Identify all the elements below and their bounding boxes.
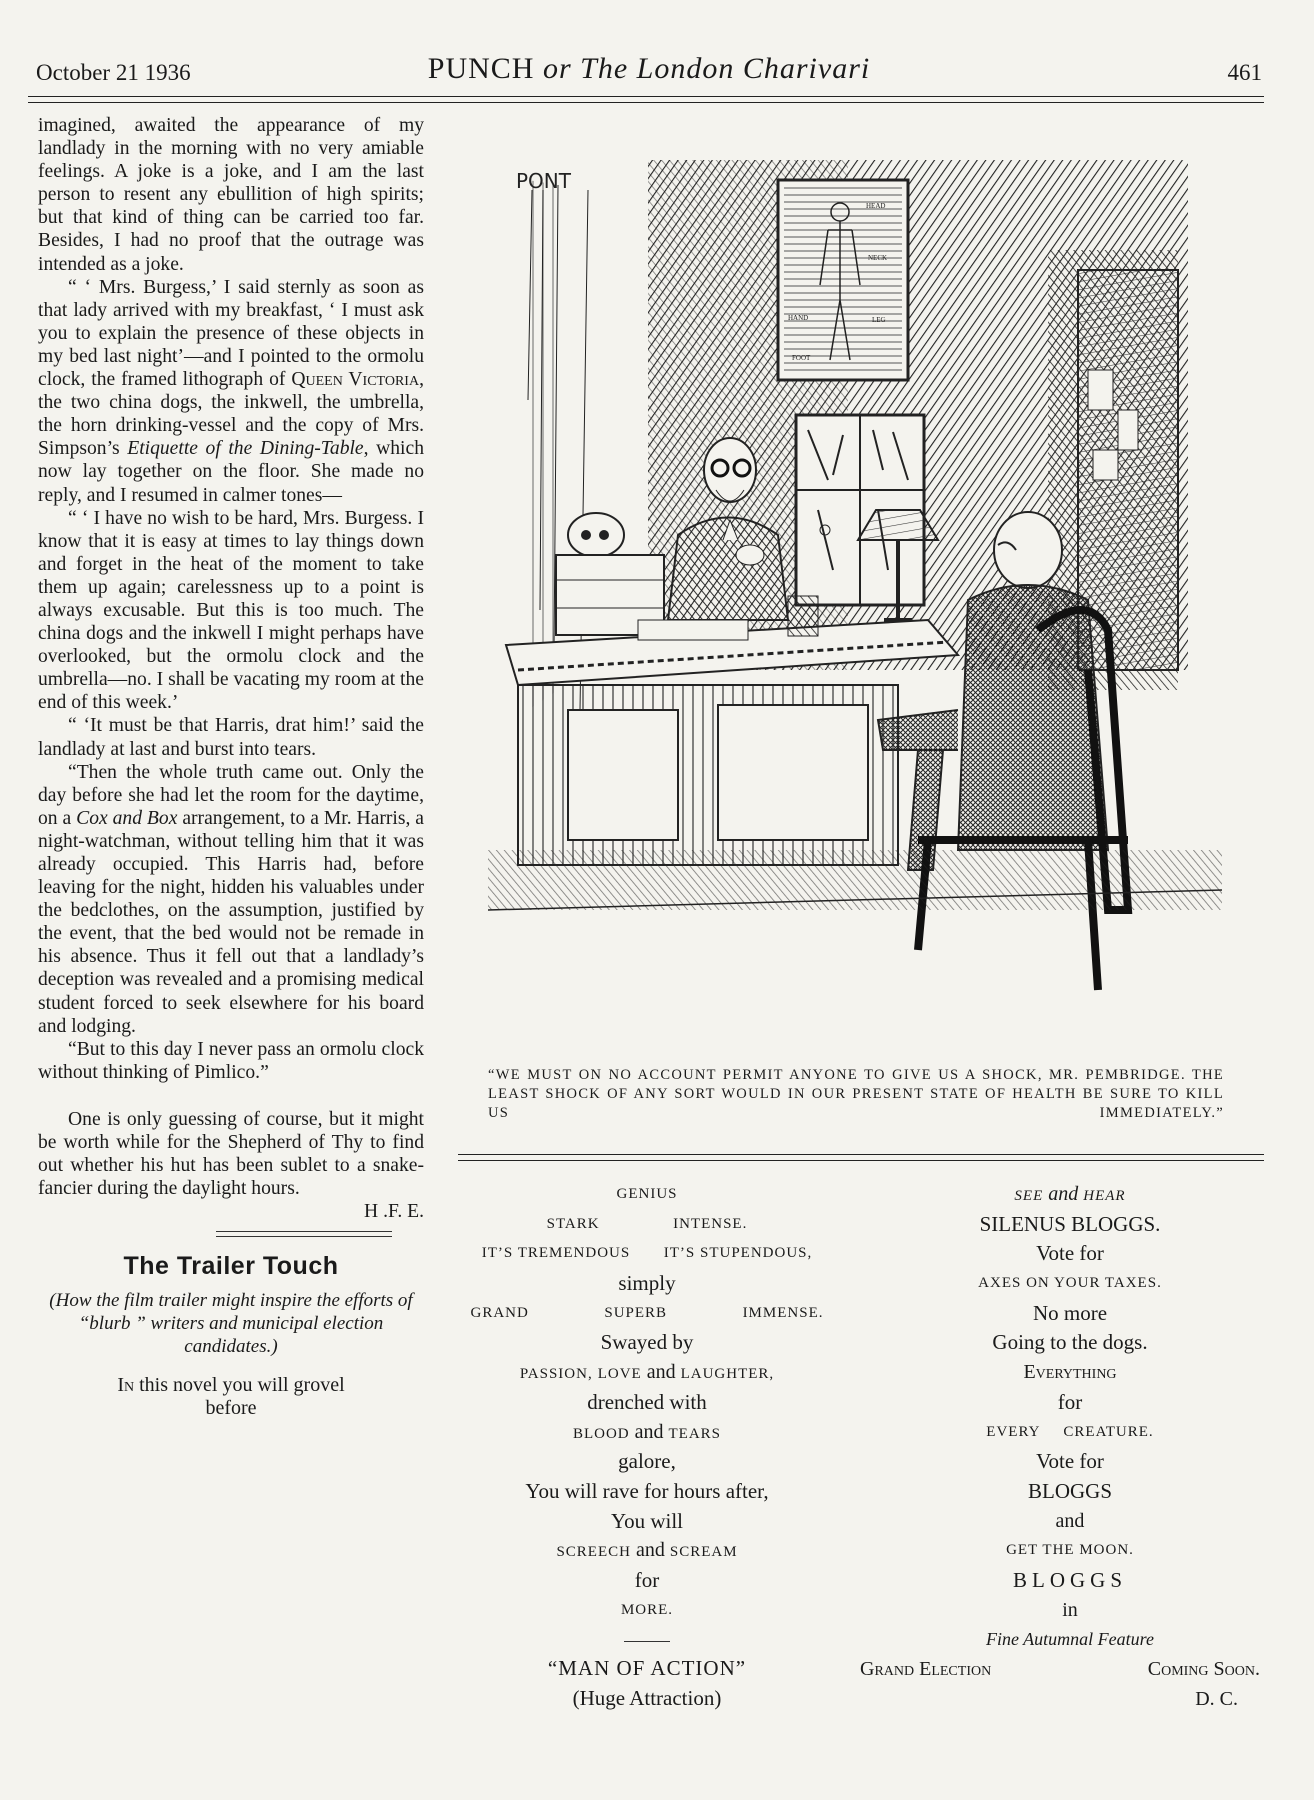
novel-line-11: You will rave for hours after, bbox=[525, 1478, 769, 1503]
election-line-12: and bbox=[1055, 1509, 1085, 1532]
election-coming-soon: Coming Soon. bbox=[1147, 1658, 1260, 1680]
novel-line-8: drenched with bbox=[587, 1389, 707, 1414]
election-line-10: Vote for bbox=[1036, 1449, 1104, 1474]
novel-divider bbox=[624, 1641, 670, 1642]
chart-label-hand: HAND bbox=[788, 314, 809, 322]
paragraph-4: “ ‘It must be that Harris, drat him!’ said the landlady at last and burst into tears. bbox=[38, 715, 424, 760]
novel-line-1: GENIUS bbox=[616, 1186, 678, 1202]
paragraph-5-b: arrangement, to a Mr. Harris, a night-watchman, without telling him that it was already occupied. This Harris had, before leaving for the night, hidden his valuables under the bedclothes, on the assumption, justified by the event, that the bed would not be remade in his absence. Thus it fell out that a landlady’s deception was revealed and a promising medical student forced to seek elsewhere for his board and lodging. bbox=[38, 807, 424, 1037]
novel-love: LOVE bbox=[597, 1366, 642, 1383]
novel-passion: PASSION, bbox=[519, 1366, 593, 1383]
author-signature: H .F. E. bbox=[364, 1201, 424, 1223]
section-title: The Trailer Touch bbox=[123, 1252, 339, 1281]
anatomy-chart bbox=[778, 180, 908, 380]
novel-and-1: and bbox=[646, 1361, 676, 1384]
paragraph-2-b: , the two china dogs, the inkwell, the umbrella, the horn drinking-vessel and the copy of Mrs. Simpson’s bbox=[38, 369, 424, 460]
novel-superb: SUPERB bbox=[604, 1304, 668, 1321]
queen-victoria: Queen Victoria bbox=[291, 369, 420, 391]
novel-laughter: LAUGHTER, bbox=[680, 1366, 775, 1383]
novel-line-13 bbox=[446, 1536, 848, 1566]
novel-stupendous: IT’S STUPENDOUS, bbox=[663, 1245, 813, 1262]
election-line-2: SILENUS BLOGGS. bbox=[979, 1211, 1161, 1236]
election-grand: Grand Election bbox=[860, 1658, 992, 1680]
election-line-5: No more bbox=[1032, 1300, 1108, 1325]
trailer-opening bbox=[38, 1374, 424, 1420]
issue-date: October 21 1936 bbox=[36, 60, 191, 85]
title-or: or bbox=[542, 52, 572, 85]
cartoon-caption: “WE MUST ON NO ACCOUNT PERMIT ANYONE TO GIVE US A SHOCK, MR. PEMBRIDGE. THE LEAST SHOCK OF ANY SORT WOULD IN OUR PRESENT STATE OF HEALTH BE SURE TO KILL US IMMEDIATELY.” bbox=[488, 1067, 1224, 1121]
election-creature: CREATURE. bbox=[1063, 1423, 1154, 1440]
novel-and-2: and bbox=[634, 1420, 664, 1443]
election-every: EVERY bbox=[986, 1423, 1040, 1440]
novel-stark: STARK bbox=[546, 1215, 600, 1232]
paragraph-2 bbox=[38, 276, 424, 507]
paragraph-5 bbox=[38, 761, 424, 1038]
novel-and-3: and bbox=[635, 1539, 665, 1562]
novel-tears: TEARS bbox=[668, 1425, 722, 1442]
novel-screech: SCREECH bbox=[556, 1544, 631, 1561]
novel-line-17: (Huge Attraction) bbox=[572, 1686, 722, 1710]
election-line-9 bbox=[890, 1418, 1250, 1448]
novel-blood: BLOOD bbox=[572, 1425, 630, 1442]
paragraph-2-a: “ ‘ Mrs. Burgess,’ I said sternly as soon as that lady arrived with my breakfast, ‘ I must ask you to explain the presence of these objects in my bed last night’—and I pointed to the ormolu clock, the framed lithograph of bbox=[38, 276, 424, 391]
novel-line-5 bbox=[446, 1299, 848, 1329]
novel-line-6: Swayed by bbox=[600, 1330, 694, 1355]
election-hear: HEAR bbox=[1083, 1188, 1126, 1204]
novel-line-15: MORE. bbox=[620, 1601, 674, 1618]
election-line-6: Going to the dogs. bbox=[992, 1330, 1148, 1355]
election-see: SEE bbox=[1014, 1188, 1044, 1204]
novel-grand: GRAND bbox=[470, 1304, 529, 1321]
trailer-opening-line2: before bbox=[205, 1396, 257, 1419]
election-line-1 bbox=[890, 1180, 1250, 1210]
title-main: PUNCH bbox=[427, 52, 535, 85]
novel-line-10: galore, bbox=[618, 1449, 676, 1474]
chart-label-neck: NECK bbox=[868, 254, 888, 262]
election-line-13: GET THE MOON. bbox=[1006, 1542, 1134, 1559]
novel-line-3 bbox=[446, 1239, 848, 1269]
novel-scream: SCREAM bbox=[669, 1544, 738, 1561]
floor bbox=[488, 850, 1222, 910]
chart-label-foot: FOOT bbox=[792, 354, 811, 362]
novel-line-16: “MAN OF ACTION” bbox=[547, 1656, 747, 1681]
election-line-11: BLOGGS bbox=[1027, 1478, 1112, 1503]
novel-intense: INTENSE. bbox=[673, 1215, 748, 1232]
paragraph-2-c: , which now lay together on the floor. She made no reply, and I resumed in calmer tones— bbox=[38, 438, 424, 506]
novel-line-7 bbox=[446, 1358, 848, 1388]
novel-line-2 bbox=[446, 1210, 848, 1240]
artist-signature: PONT bbox=[516, 169, 571, 193]
cartoon-illustration bbox=[488, 150, 1222, 1024]
election-line-17 bbox=[860, 1655, 1260, 1685]
novel-tremendous: IT’S TREMENDOUS bbox=[481, 1245, 631, 1262]
paragraph-1: imagined, awaited the appearance of my landlady in the morning with no very amiable feelings. A joke is a joke, and I am the last person to resent any ebullition of high spirits; but that kind of thing can be carried too far. Besides, I had no proof that the outrage was intended as a joke. bbox=[38, 115, 424, 275]
trailer-opening-rest: this novel you will grovel bbox=[134, 1373, 345, 1396]
page-number: 461 bbox=[1227, 60, 1262, 85]
chart-label-leg: LEG bbox=[872, 316, 886, 324]
cox-and-box: Cox and Box bbox=[76, 807, 178, 829]
left-column bbox=[38, 114, 424, 1420]
section-divider bbox=[216, 1231, 392, 1237]
chart-label-head: HEAD bbox=[866, 202, 886, 210]
election-line-15: in bbox=[1062, 1598, 1078, 1621]
election-line-8: for bbox=[1057, 1389, 1083, 1414]
magazine-title bbox=[36, 52, 1262, 86]
election-line-7: Everything bbox=[1023, 1361, 1117, 1384]
paragraph-7: One is only guessing of course, but it might be worth while for the Shepherd of Thy to find out whether his hut has been sublet to a snake-fancier during the daylight hours. bbox=[38, 1108, 424, 1200]
paragraph-6: “But to this day I never pass an ormolu clock without thinking of Pimlico.” bbox=[38, 1038, 424, 1083]
paragraph-3: “ ‘ I have no wish to be hard, Mrs. Burgess. I know that it is easy at times to lay things down and forget in the heat of the moment to take them up again; carelessness up to a point is always excusable. But this is too much. The china dogs and the inkwell I might perhaps have overlooked, but the ormolu clock and the umbrella—no. I shall be vacating my room at the end of this week.’ bbox=[38, 507, 424, 714]
election-line-3: Vote for bbox=[1036, 1241, 1104, 1266]
page-header bbox=[36, 52, 1262, 92]
election-line-18: D. C. bbox=[1195, 1687, 1238, 1710]
section-subtitle: (How the film trailer might inspire the efforts of “blurb ” writers and municipal election candidates.) bbox=[49, 1289, 413, 1357]
novel-immense: IMMENSE. bbox=[742, 1304, 824, 1321]
trailer-novel bbox=[446, 1180, 848, 1714]
election-and-1: and bbox=[1048, 1183, 1079, 1205]
novel-line-14: for bbox=[634, 1567, 660, 1592]
election-line-16: Fine Autumnal Feature bbox=[986, 1629, 1154, 1650]
election-line-4: AXES ON YOUR TAXES. bbox=[978, 1275, 1162, 1292]
trailer-opening-in: In bbox=[117, 1373, 135, 1396]
header-rule bbox=[28, 96, 1264, 103]
novel-line-9 bbox=[446, 1418, 848, 1448]
election-line-14: BLOGGS bbox=[1012, 1567, 1127, 1592]
novel-line-4: simply bbox=[618, 1271, 676, 1296]
caption-rule bbox=[458, 1154, 1264, 1161]
trailer-election bbox=[860, 1180, 1260, 1714]
paragraph-5-a: “Then the whole truth came out. Only the day before she had let the room for the daytime, on a bbox=[38, 761, 424, 829]
title-rest: The London Charivari bbox=[580, 52, 871, 85]
book-title: Etiquette of the Dining-Table bbox=[127, 438, 364, 460]
novel-line-12: You will bbox=[611, 1508, 683, 1533]
